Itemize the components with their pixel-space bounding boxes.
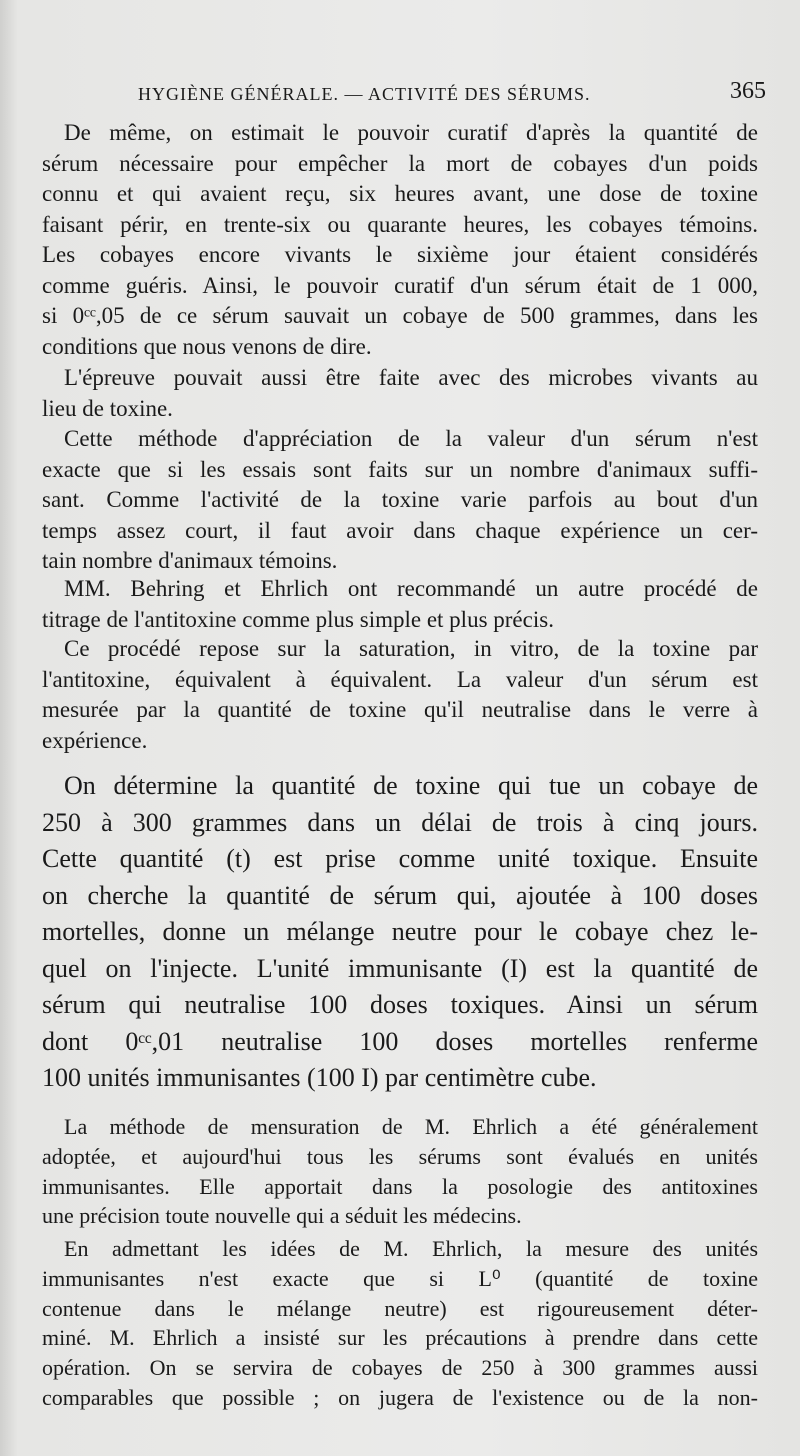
text-line: titrage de l'antitoxine comme plus simple et plus précis.: [42, 606, 554, 632]
text-line: sérum nécessaire pour empêcher la mort de cobayes d'un poids: [42, 150, 758, 176]
text-line: conditions que nous venons de dire.: [42, 333, 372, 359]
text-line: faisant périr, en trente-six ou quarante heures, les cobayes témoins.: [42, 211, 758, 237]
running-head: HYGIÈNE GÉNÉRALE. — ACTIVITÉ DES SÉRUMS.: [138, 84, 591, 104]
text-line: Cette quantité (t) est prise comme unité toxique. Ensuite: [42, 844, 758, 873]
text-line: 100 unités immunisantes (100 I) par centimètre cube.: [42, 1063, 597, 1092]
text-line: une précision toute nouvelle qui a séduit les médecins.: [42, 1203, 522, 1229]
text-line: lieu de toxine.: [42, 395, 173, 421]
text-line: L'épreuve pouvait aussi être faite avec des microbes vivants au: [64, 365, 758, 390]
page-number: 365: [730, 78, 766, 104]
text-line: connu et qui avaient reçu, six heures avant, une dose de toxine: [42, 181, 758, 206]
paragraph: [42, 424, 758, 577]
paragraph: [42, 363, 758, 424]
paragraph: [42, 118, 758, 362]
text-line: mortelles, donne un mélange neutre pour le cobaye chez le-: [42, 917, 758, 946]
text-line: 250 à 300 grammes dans un délai de trois à cinq jours.: [42, 807, 758, 837]
paragraph-emphasized: [42, 768, 758, 1097]
paragraph: [42, 574, 758, 635]
text-line: mesurée par la quantité de toxine qu'il neutralise dans le verre à: [42, 697, 758, 722]
text-line: En admettant les idées de M. Ehrlich, la mesure des unités: [64, 1236, 758, 1261]
text-line: immunisantes n'est exacte que si L⁰ (quantité de toxine: [42, 1265, 758, 1291]
text-line: tain nombre d'animaux témoins.: [42, 548, 338, 573]
text-line: opération. On se servira de cobayes de 250 à 300 grammes aussi: [42, 1355, 758, 1381]
text-line: On détermine la quantité de toxine qui tue un cobaye de: [64, 771, 758, 800]
text-line: comparables que possible ; on jugera de l'existence ou de la non-: [42, 1384, 758, 1410]
text-line: Cette méthode d'appréciation de la valeur d'un sérum n'est: [64, 426, 758, 451]
text-line: adoptée, et aujourd'hui tous les sérums sont évalués en unités: [42, 1143, 758, 1169]
text-line: si 0ᶜᶜ,05 de ce sérum sauvait un cobaye de 500 grammes, dans les: [42, 303, 758, 328]
text-line: expérience.: [42, 727, 148, 753]
text-line: Les cobayes encore vivants le sixième jour étaient considérés: [42, 242, 758, 267]
text-line: contenue dans le mélange neutre) est rigoureusement déter-: [42, 1295, 758, 1321]
text-line: De même, on estimait le pouvoir curatif d'après la quantité de: [64, 120, 758, 145]
text-line: immunisantes. Elle apportait dans la posologie des antitoxines: [42, 1173, 758, 1199]
text-line: sérum qui neutralise 100 doses toxiques. Ainsi un sérum: [42, 990, 758, 1019]
paragraph: [42, 634, 758, 756]
text-line: miné. M. Ehrlich a insisté sur les précautions à prendre dans cette: [42, 1325, 758, 1351]
text-line: dont 0ᶜᶜ,01 neutralise 100 doses mortelles renferme: [42, 1026, 758, 1056]
text-line: l'antitoxine, équivalent à équivalent. La valeur d'un sérum est: [42, 666, 758, 692]
text-line: comme guéris. Ainsi, le pouvoir curatif d'un sérum était de 1 000,: [42, 272, 758, 298]
paragraph: [42, 1234, 758, 1413]
text-line: La méthode de mensuration de M. Ehrlich a été généralement: [64, 1114, 758, 1139]
page-header: [46, 78, 766, 112]
paragraph: [42, 1112, 758, 1231]
text-line: on cherche la quantité de sérum qui, ajoutée à 100 doses: [42, 880, 758, 910]
text-line: MM. Behring et Ehrlich ont recommandé un autre procédé de: [64, 576, 758, 601]
text-line: temps assez court, il faut avoir dans chaque expérience un cer-: [42, 517, 758, 543]
text-line: quel on l'injecte. L'unité immunisante (I) est la quantité de: [42, 953, 758, 983]
text-line: sant. Comme l'activité de la toxine varie parfois au bout d'un: [42, 487, 758, 512]
text-line: exacte que si les essais sont faits sur un nombre d'animaux suffi-: [42, 456, 758, 482]
text-line: Ce procédé repose sur la saturation, in vitro, de la toxine par: [64, 636, 758, 661]
